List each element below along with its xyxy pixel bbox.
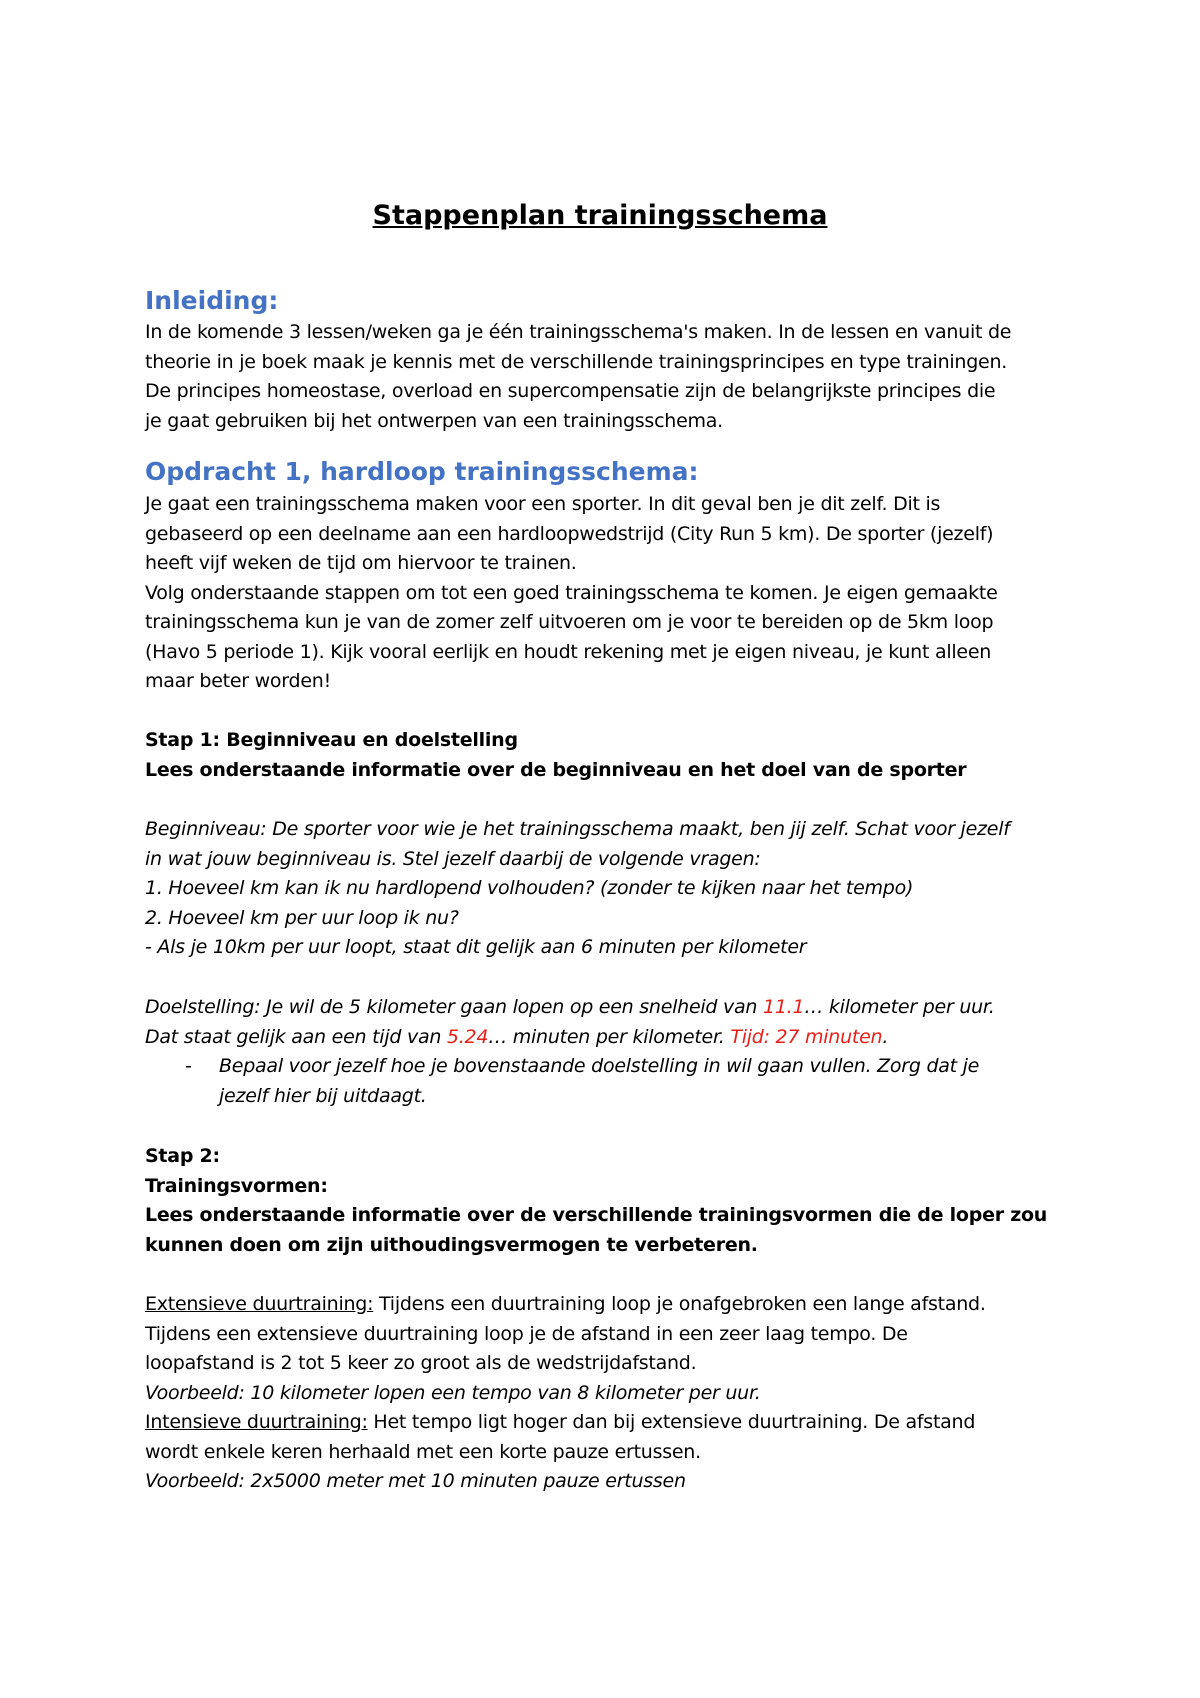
step1-level <box>145 815 1070 963</box>
intensive-label: Intensieve duurtraining: <box>145 1411 368 1433</box>
intro-line: je gaat gebruiken bij het ontwerpen van een trainingsschema. <box>145 409 723 432</box>
extensive-text: Tijdens een duurtraining loop je onafgebroken een lange afstand. <box>373 1293 986 1315</box>
intensive-text: Het tempo ligt hoger dan bij extensieve duurtraining. De afstand <box>367 1411 976 1433</box>
intro-line: De principes homeostase, overload en supercompensatie zijn de belangrijkste principes die <box>145 380 996 402</box>
step2-subtitle: Trainingsvormen: <box>145 1174 328 1197</box>
assignment-line: trainingsschema kun je van de zomer zelf uitvoeren om je voor te bereiden op de 5km loop <box>145 611 994 633</box>
assignment-line: (Havo 5 periode 1). Kijk vooral eerlijk en houdt rekening met je eigen niveau, je kunt alleen <box>145 640 992 663</box>
goal-text: Dat staat gelijk aan een tijd van <box>145 1025 447 1048</box>
intro-line: theorie in je boek maak je kennis met de verschillende trainingsprincipes en type trainingen. <box>145 350 1008 373</box>
step2-instruction-line: kunnen doen om zijn uithoudingsvermogen te verbeteren. <box>145 1233 758 1256</box>
assignment-line: maar beter worden! <box>145 670 331 692</box>
level-line: 2. Hoeveel km per uur loop ik nu? <box>145 906 459 929</box>
step1-instruction: Lees onderstaande informatie over de beginniveau en het doel van de sporter <box>145 758 967 781</box>
goal-line-1 <box>145 993 1070 1023</box>
intensive-line-2: wordt enkele keren herhaald met een korte pauze ertussen. <box>145 1440 701 1463</box>
goal-text: . <box>882 1025 889 1048</box>
level-line: Beginniveau: De sporter voor wie je het trainingsschema maakt, ben jij zelf. Schat voor jezelf <box>145 818 1010 840</box>
extensive-line-3: loopafstand is 2 tot 5 keer zo groot als de wedstrijdafstand. <box>145 1352 697 1374</box>
step2-header <box>145 1142 1070 1260</box>
bullet-line: jezelf hier bij uitdaagt. <box>219 1084 427 1107</box>
step2-title: Stap 2: <box>145 1145 220 1167</box>
goal-text: Doelstelling: Je wil de 5 kilometer gaan lopen op een snelheid van <box>145 996 763 1018</box>
assignment-line: heeft vijf weken de tijd om hiervoor te trainen. <box>145 552 577 574</box>
extensive-line-2: Tijdens een extensieve duurtraining loop je de afstand in een zeer laag tempo. De <box>145 1322 908 1345</box>
step1-title: Stap 1: Beginniveau en doelstelling <box>145 729 518 751</box>
step2-instruction-line: Lees onderstaande informatie over de verschillende trainingsvormen die de loper zou <box>145 1204 1048 1226</box>
goal-time-value: Tijd: 27 minuten <box>730 1025 883 1048</box>
document-title: Stappenplan trainingsschema <box>372 200 828 231</box>
intro-paragraph <box>145 318 1070 436</box>
goal-text: … minuten per kilometer. <box>488 1025 731 1048</box>
extensive-example: Voorbeeld: 10 kilometer lopen een tempo van 8 kilometer per uur. <box>145 1381 761 1404</box>
training-forms <box>145 1290 1070 1497</box>
intro-heading: Inleiding: <box>145 286 279 315</box>
level-line: in wat jouw beginniveau is. Stel jezelf daarbij de volgende vragen: <box>145 847 761 870</box>
assignment-heading: Opdracht 1, hardloop trainingsschema: <box>145 457 699 486</box>
step1-header <box>145 726 1070 785</box>
assignment-section <box>145 456 1070 488</box>
goal-text: … kilometer per uur. <box>804 996 995 1018</box>
intensive-line-1 <box>145 1408 1070 1438</box>
level-line: 1. Hoeveel km kan ik nu hardlopend volhouden? (zonder te kijken naar het tempo) <box>145 877 914 899</box>
step1-goal <box>145 993 1070 1111</box>
intensive-example: Voorbeeld: 2x5000 meter met 10 minuten pauze ertussen <box>145 1470 686 1492</box>
assignment-line: Volg onderstaande stappen om tot een goed trainingsschema te komen. Je eigen gemaakte <box>145 581 998 604</box>
level-line: - Als je 10km per uur loopt, staat dit gelijk aan 6 minuten per kilometer <box>145 936 807 958</box>
goal-speed-value: 11.1 <box>763 996 805 1018</box>
goal-line-2 <box>145 1023 1070 1053</box>
goal-bullet <box>145 1052 1070 1111</box>
intro-line: In de komende 3 lessen/weken ga je één trainingsschema's maken. In de lessen en vanuit de <box>145 321 1012 343</box>
extensive-line-1 <box>145 1290 1070 1320</box>
assignment-line: gebaseerd op een deelname aan een hardloopwedstrijd (City Run 5 km). De sporter (jezelf) <box>145 522 994 545</box>
extensive-label: Extensieve duurtraining: <box>145 1293 374 1315</box>
intro-section <box>145 285 1070 317</box>
assignment-paragraph <box>145 490 1070 697</box>
bullet-line: Bepaal voor jezelf hoe je bovenstaande doelstelling in wil gaan vullen. Zorg dat je <box>219 1055 980 1077</box>
assignment-line: Je gaat een trainingsschema maken voor een sporter. In dit geval ben je dit zelf. Dit is <box>145 493 941 515</box>
bullet-dash: - <box>185 1055 192 1077</box>
goal-pace-value: 5.24 <box>446 1025 489 1048</box>
